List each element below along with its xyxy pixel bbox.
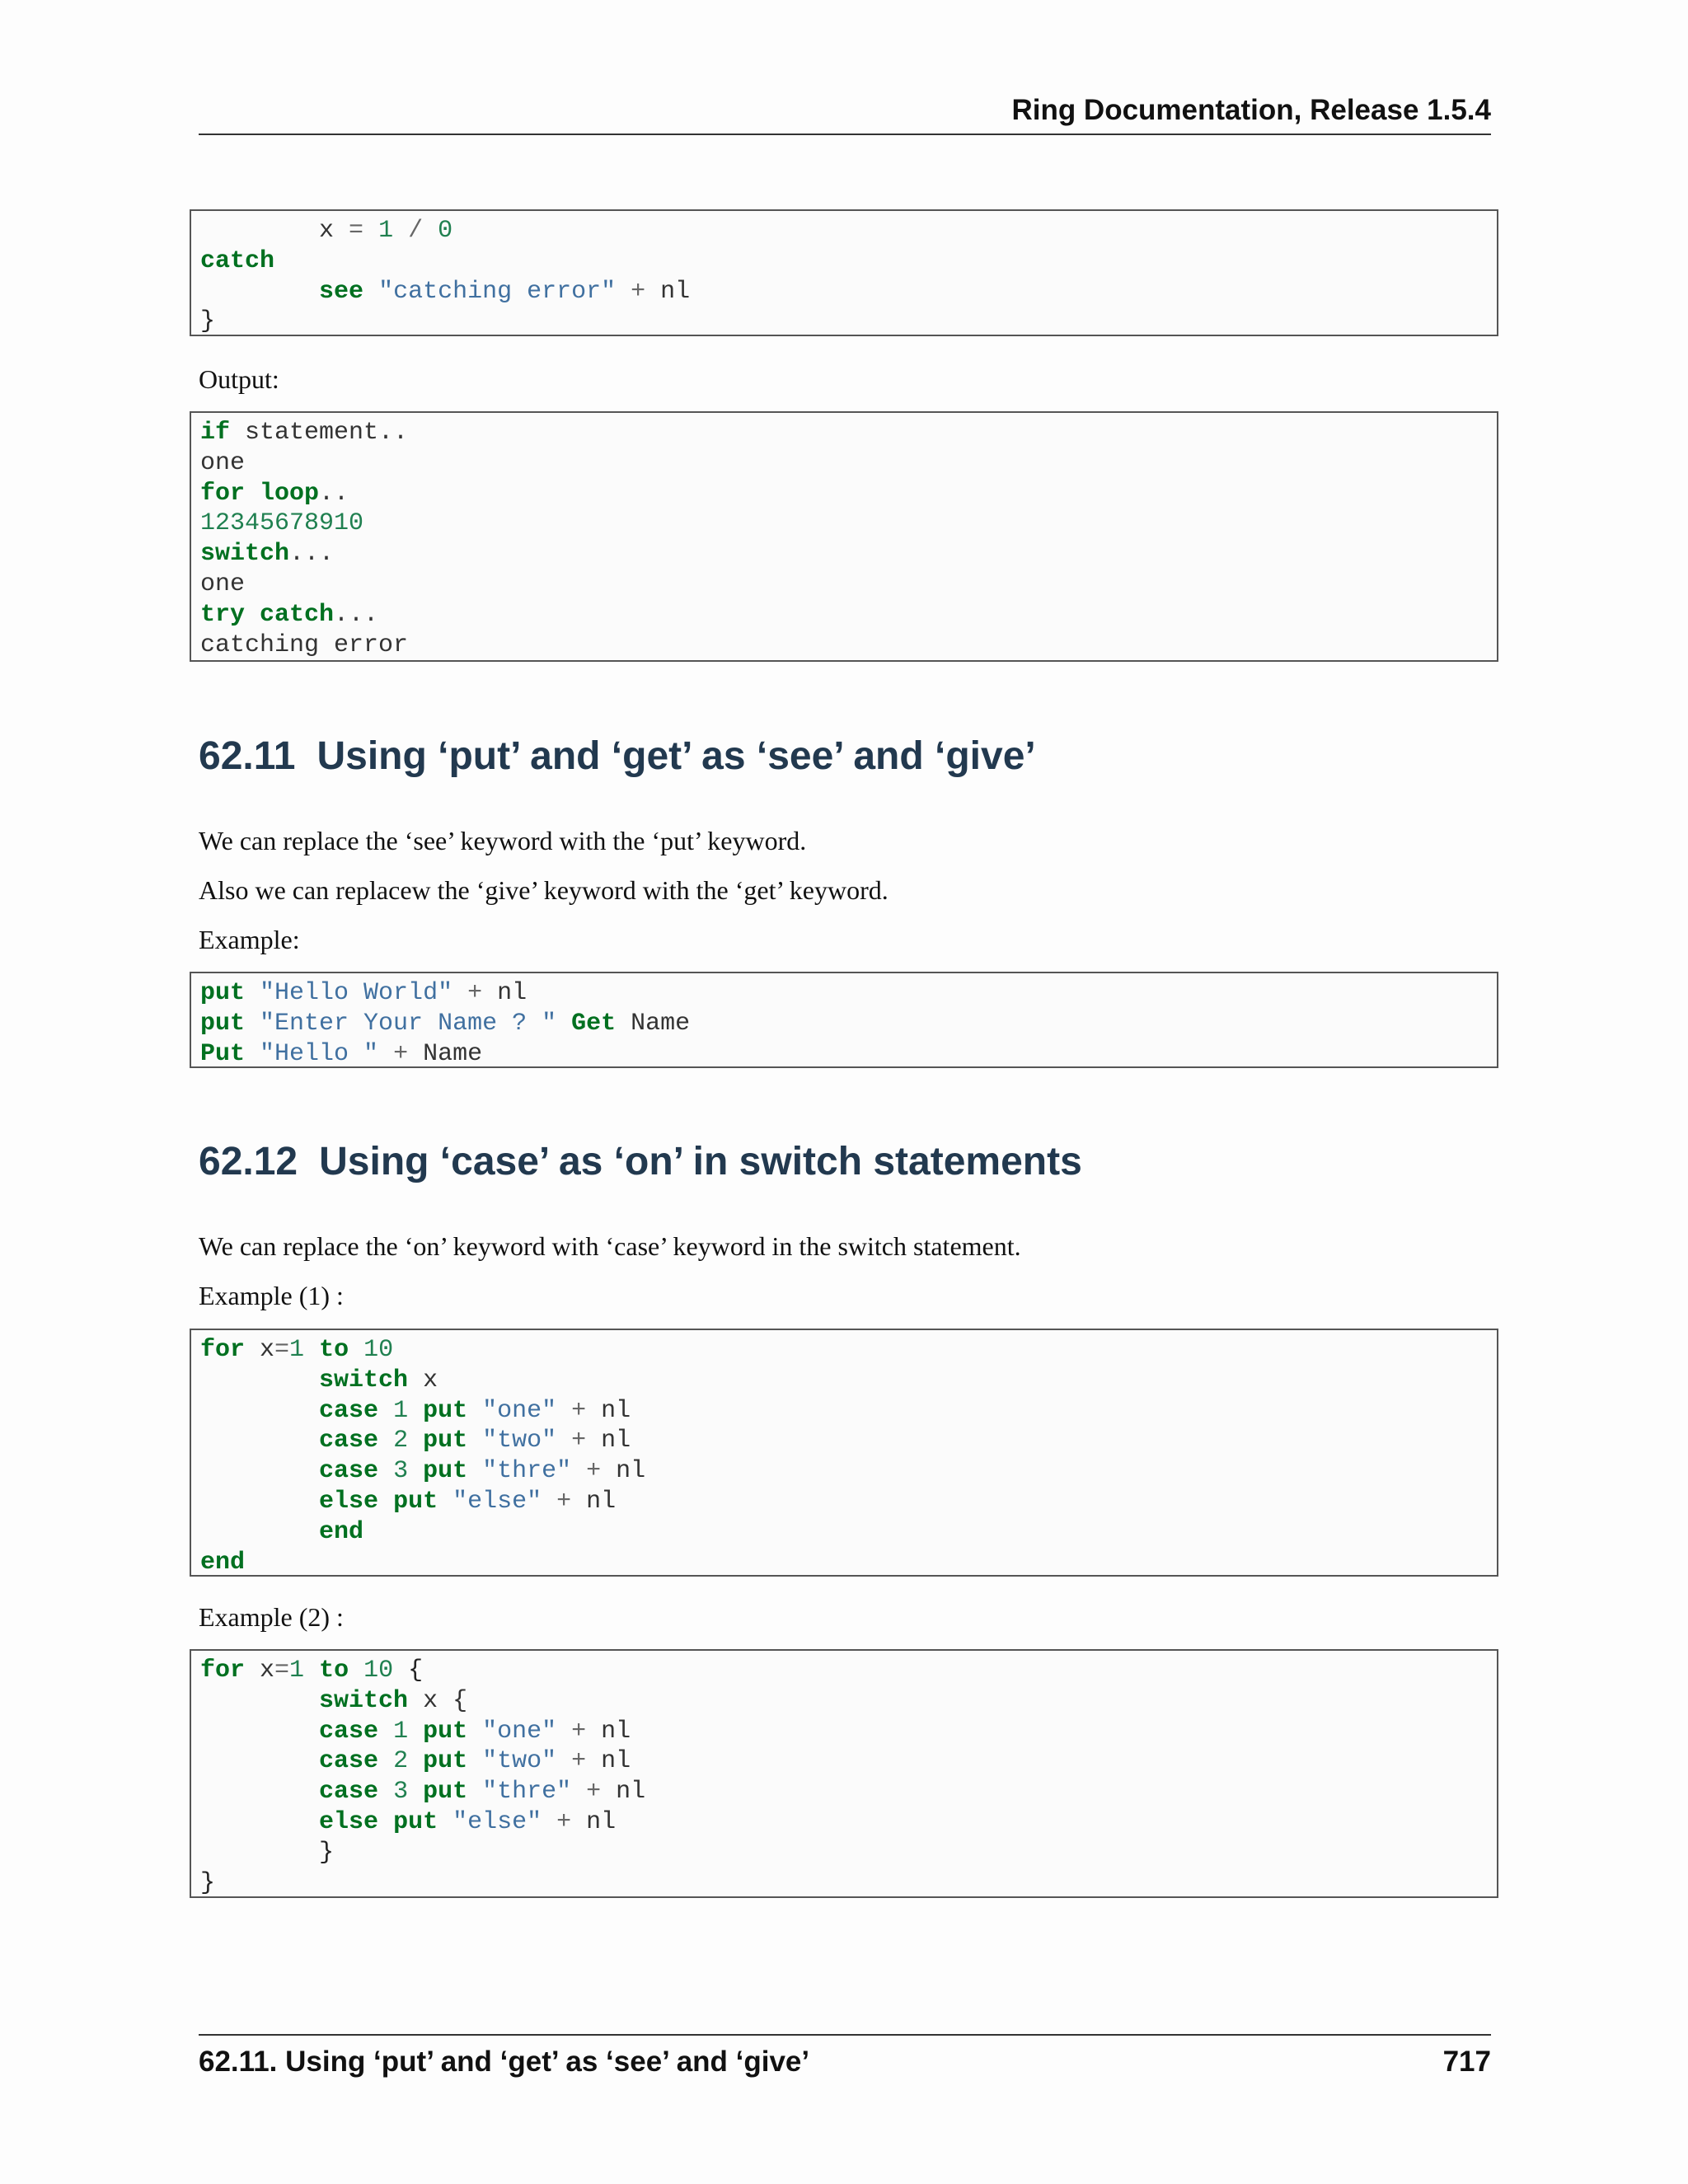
code-text [467, 1778, 482, 1806]
paragraph: We can replace the ‘on’ keyword with ‘case’ keyword in the switch statement. [199, 1231, 1021, 1261]
code-punctuation: } [200, 1868, 216, 1897]
code-block-put-get [190, 972, 1498, 1068]
code-text [200, 1808, 319, 1836]
code-text: nl [601, 1396, 631, 1425]
code-text [378, 1808, 393, 1836]
code-keyword: put [423, 1717, 468, 1746]
code-string: "one" [482, 1717, 557, 1746]
code-operator: + [571, 1457, 617, 1486]
code-text [200, 1718, 319, 1746]
code-text [408, 1457, 423, 1485]
code-text: x [408, 1366, 438, 1394]
code-text: x [200, 217, 349, 245]
example-label: Example (2) : [199, 1602, 344, 1632]
code-line [200, 631, 408, 659]
output-label: Output: [199, 364, 279, 394]
code-text: nl [616, 1457, 646, 1486]
code-text [467, 1397, 482, 1425]
code-string: "else" [452, 1487, 542, 1516]
code-line [200, 570, 245, 598]
code-keyword: to [319, 1336, 349, 1364]
code-keyword: catch [260, 600, 335, 629]
code-text: one [200, 448, 246, 477]
code-operator: + [616, 277, 661, 306]
code-line [200, 217, 452, 245]
footer-section: 62.11. Using ‘put’ and ‘get’ as ‘see’ and ‘give’ [199, 2046, 810, 2078]
code-text: nl [586, 1487, 617, 1516]
code-text [304, 1657, 319, 1685]
code-number: 2 [393, 1747, 409, 1776]
code-line [200, 1657, 423, 1685]
code-text [200, 1747, 319, 1775]
code-keyword: switch [200, 540, 290, 569]
code-text [467, 1747, 482, 1775]
code-keyword: if [200, 419, 231, 447]
code-text [200, 1778, 319, 1806]
code-keyword: catch [200, 246, 275, 275]
code-number: 0 [438, 217, 453, 245]
code-keyword: switch [319, 1686, 409, 1715]
code-number: 10 [363, 1657, 394, 1685]
code-line [200, 1869, 215, 1897]
section-title: Using ‘case’ as ‘on’ in switch statements [319, 1140, 1082, 1183]
code-text [408, 1778, 423, 1806]
code-keyword: put [423, 1747, 468, 1776]
code-number: 2 [393, 1427, 409, 1455]
example-label: Example (1) : [199, 1281, 344, 1310]
code-line [200, 307, 215, 335]
code-text: nl [497, 979, 528, 1007]
code-keyword: case [319, 1778, 379, 1807]
code-line [200, 1457, 645, 1485]
code-line [200, 979, 527, 1007]
code-text: nl [601, 1717, 631, 1746]
code-operator: / [393, 217, 438, 245]
section-heading-62-11 [199, 732, 1036, 781]
code-text: statement.. [230, 419, 409, 447]
code-keyword: case [319, 1717, 379, 1746]
code-line [200, 449, 245, 477]
code-block-example-1 [190, 1329, 1498, 1577]
code-text [467, 1427, 482, 1455]
code-text [408, 1427, 423, 1455]
code-line [200, 1808, 616, 1836]
code-keyword: case [319, 1427, 379, 1455]
code-number: 1 [393, 1717, 409, 1746]
code-keyword: try [200, 600, 246, 629]
code-operator: + [542, 1487, 587, 1516]
code-keyword: for [200, 479, 246, 508]
code-text [378, 1397, 393, 1425]
code-text [200, 1397, 319, 1425]
code-text [245, 1010, 260, 1038]
code-string: "Enter Your Name ? " [260, 1009, 557, 1038]
code-text: ... [334, 600, 379, 629]
code-operator: = [274, 1657, 290, 1685]
code-operator: + [452, 979, 498, 1007]
code-keyword: see [319, 277, 364, 306]
code-operator: = [274, 1336, 290, 1364]
code-text [378, 1488, 393, 1516]
code-punctuation: } [200, 1838, 335, 1867]
code-string: "thre" [482, 1457, 572, 1486]
paragraph: We can replace the ‘see’ keyword with the ‘put’ keyword. [199, 826, 807, 855]
code-text: x { [408, 1686, 468, 1715]
code-string: "two" [482, 1747, 557, 1776]
code-line [200, 1839, 334, 1867]
code-text: one [200, 569, 246, 598]
code-line [200, 1427, 631, 1455]
code-line [200, 247, 274, 275]
code-line [200, 278, 690, 306]
code-number: 3 [393, 1778, 409, 1807]
code-number: 1 [289, 1657, 305, 1685]
code-line [200, 540, 334, 568]
code-operator: + [556, 1747, 602, 1776]
code-text [245, 979, 260, 1007]
code-keyword: loop [260, 479, 320, 508]
code-keyword: else [319, 1807, 379, 1836]
code-text: nl [601, 1747, 631, 1776]
code-keyword: put [423, 1778, 468, 1807]
code-line [200, 480, 349, 508]
section-number: 62.11 [199, 734, 296, 778]
code-operator: + [571, 1778, 617, 1807]
code-text [438, 1488, 452, 1516]
code-keyword: put [423, 1457, 468, 1486]
code-text: .. [319, 479, 349, 508]
paragraph: Also we can replacew the ‘give’ keyword with the ‘get’ keyword. [199, 875, 889, 905]
code-text [363, 278, 378, 306]
code-text [200, 1518, 319, 1546]
code-line [200, 1778, 645, 1806]
code-line [200, 1336, 393, 1364]
code-line [200, 1040, 482, 1068]
code-keyword: Put [200, 1039, 246, 1068]
code-punctuation: } [200, 307, 216, 336]
running-footer [199, 2034, 1491, 2080]
code-string: "else" [452, 1807, 542, 1836]
code-text [556, 1010, 571, 1038]
code-keyword: Get [571, 1009, 617, 1038]
code-text: catching error [200, 630, 409, 659]
code-text [349, 1336, 363, 1364]
code-text: ... [289, 540, 335, 569]
code-keyword: for [200, 1657, 246, 1685]
running-header [199, 89, 1491, 135]
code-operator: = [349, 217, 364, 245]
code-keyword: for [200, 1336, 246, 1364]
code-text [245, 1040, 260, 1068]
code-keyword: put [200, 979, 246, 1007]
code-text [363, 217, 378, 245]
code-text [200, 278, 319, 306]
code-operator: + [378, 1039, 424, 1068]
code-line [200, 1397, 631, 1425]
code-text [378, 1427, 393, 1455]
code-number: 10 [363, 1336, 394, 1364]
code-operator: + [556, 1427, 602, 1455]
code-operator: + [556, 1717, 602, 1746]
code-keyword: to [319, 1657, 349, 1685]
code-text: nl [586, 1807, 617, 1836]
code-text: nl [660, 277, 691, 306]
code-line [200, 1488, 616, 1516]
section-heading-62-12 [199, 1137, 1082, 1187]
code-line [200, 419, 408, 447]
code-text [438, 1808, 452, 1836]
section-number: 62.12 [199, 1140, 298, 1183]
code-number: 1 [378, 217, 394, 245]
code-text [378, 1718, 393, 1746]
code-line [200, 1747, 631, 1775]
code-line [200, 509, 363, 537]
header-title: Ring Documentation, Release 1.5.4 [1011, 94, 1491, 126]
code-text: nl [616, 1778, 646, 1807]
code-text [467, 1457, 482, 1485]
code-number: 1 [289, 1336, 305, 1364]
code-keyword: case [319, 1747, 379, 1776]
code-block-example-2 [190, 1649, 1498, 1898]
code-block-output [190, 411, 1498, 662]
code-keyword: put [393, 1487, 438, 1516]
code-keyword: end [319, 1517, 364, 1546]
code-line [200, 1010, 690, 1038]
code-keyword: case [319, 1396, 379, 1425]
code-line [200, 1366, 438, 1394]
code-operator: + [542, 1807, 587, 1836]
code-text [200, 1687, 319, 1715]
code-number: 1 [393, 1396, 409, 1425]
code-line [200, 1687, 467, 1715]
code-line [200, 1518, 363, 1546]
code-text [467, 1718, 482, 1746]
code-string: "thre" [482, 1778, 572, 1807]
code-text [304, 1336, 319, 1364]
code-text [245, 601, 260, 629]
section-title: Using ‘put’ and ‘get’ as ‘see’ and ‘give’ [316, 734, 1036, 778]
code-text: nl [601, 1427, 631, 1455]
code-keyword: put [423, 1427, 468, 1455]
code-keyword: else [319, 1487, 379, 1516]
code-punctuation: { [393, 1657, 424, 1685]
code-line [200, 1718, 631, 1746]
code-text [408, 1747, 423, 1775]
code-block-try-catch-tail [190, 209, 1498, 336]
code-text [408, 1397, 423, 1425]
code-text [200, 1457, 319, 1485]
code-keyword: end [200, 1548, 246, 1577]
code-text [200, 1488, 319, 1516]
code-keyword: put [423, 1396, 468, 1425]
code-text [378, 1457, 393, 1485]
code-text [408, 1718, 423, 1746]
code-keyword: put [200, 1009, 246, 1038]
code-text: x [245, 1657, 275, 1685]
code-text [378, 1747, 393, 1775]
code-text [349, 1657, 363, 1685]
code-text: x [245, 1336, 275, 1364]
code-number: 12345678910 [200, 509, 364, 538]
code-number: 3 [393, 1457, 409, 1486]
code-keyword: case [319, 1457, 379, 1486]
code-keyword: switch [319, 1366, 409, 1394]
code-string: "catching error" [378, 277, 617, 306]
code-text [245, 480, 260, 508]
code-text: Name [423, 1039, 483, 1068]
code-string: "Hello " [260, 1039, 379, 1068]
code-string: "one" [482, 1396, 557, 1425]
code-text [200, 1427, 319, 1455]
page-number: 717 [1442, 2046, 1491, 2078]
code-line [200, 1549, 245, 1577]
code-line [200, 601, 378, 629]
code-string: "two" [482, 1427, 557, 1455]
code-text [378, 1778, 393, 1806]
code-text [200, 1366, 319, 1394]
code-operator: + [556, 1396, 602, 1425]
code-keyword: put [393, 1807, 438, 1836]
code-string: "Hello World" [260, 979, 453, 1007]
code-text: Name [616, 1009, 691, 1038]
example-label: Example: [199, 925, 300, 954]
